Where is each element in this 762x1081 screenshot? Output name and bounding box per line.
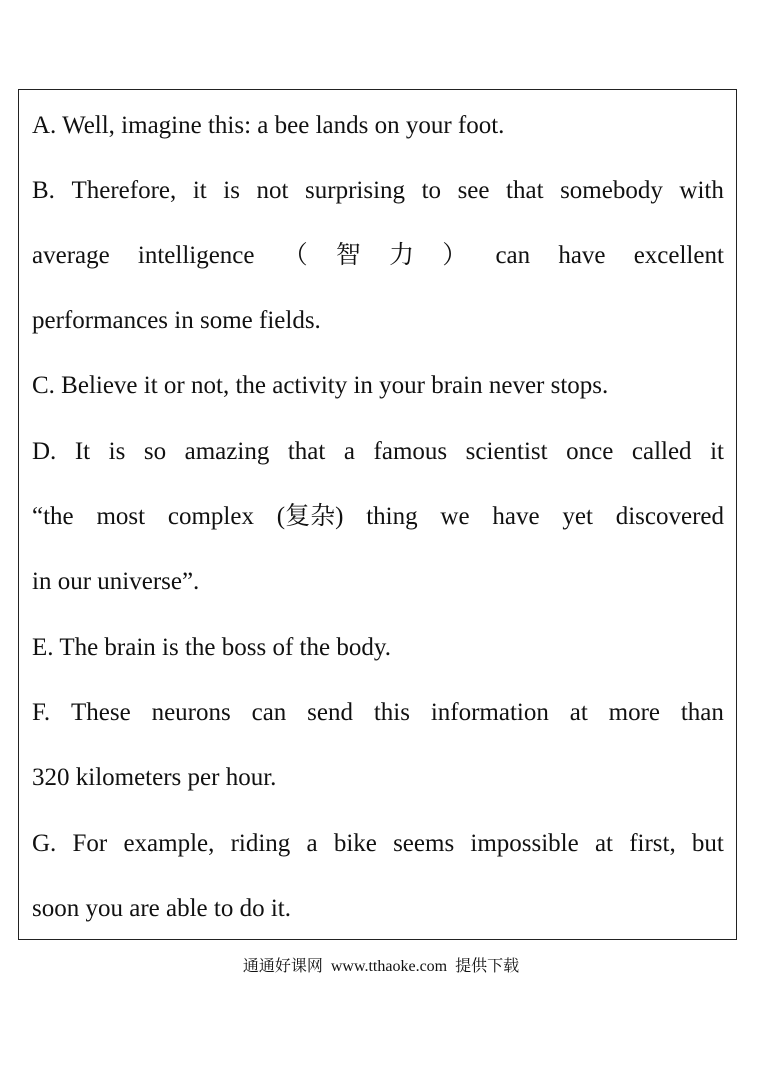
option-b-line-3: performances in some fields. <box>32 307 321 334</box>
word: F. <box>32 699 51 726</box>
option-b-word: ） <box>442 242 468 269</box>
option-d-line-2 <box>32 497 724 537</box>
option-a: A. Well, imagine this: a bee lands on your foot. <box>32 112 505 139</box>
option-d-line-3: in our universe”. <box>32 568 200 595</box>
word: is <box>223 177 240 204</box>
option-g-line-1 <box>32 824 724 864</box>
word: Therefore, <box>71 177 177 204</box>
option-b-word: 力 <box>389 242 415 269</box>
option-b-line-1 <box>32 171 724 211</box>
word: a <box>306 830 318 857</box>
word: so <box>143 438 167 465</box>
word: this <box>373 699 410 726</box>
word: most <box>96 503 146 530</box>
word: but <box>691 830 724 857</box>
option-b-word: 智 <box>335 242 361 269</box>
option-f-line-2: 320 kilometers per hour. <box>32 764 277 791</box>
word: at <box>594 830 613 857</box>
option-b-word: （ <box>282 242 308 269</box>
options-box <box>18 89 737 940</box>
word: riding <box>230 830 291 857</box>
word: amazing <box>184 438 270 465</box>
footer <box>0 955 762 979</box>
word: called <box>631 438 692 465</box>
word: yet <box>562 503 593 530</box>
word: once <box>566 438 614 465</box>
word: seems <box>393 830 455 857</box>
option-e: E. The brain is the boss of the body. <box>32 634 391 661</box>
word: discovered <box>615 503 724 530</box>
option-f-line-1 <box>32 693 724 733</box>
word: than <box>680 699 724 726</box>
option-d-line-1 <box>32 432 724 472</box>
word: first, <box>629 830 676 857</box>
word: more <box>608 699 660 726</box>
word: scientist <box>465 438 548 465</box>
footer-tagline: 提供下载 <box>455 958 520 975</box>
word: have <box>492 503 540 530</box>
word: somebody <box>560 177 663 204</box>
option-b-word: average <box>32 242 110 269</box>
word: that <box>287 438 326 465</box>
option-b-line-2 <box>32 236 724 276</box>
word: B. <box>32 177 55 204</box>
word: famous <box>373 438 448 465</box>
word: It <box>74 438 91 465</box>
word: a <box>343 438 355 465</box>
option-b-word: have <box>558 242 606 269</box>
word: bike <box>333 830 377 857</box>
word: “the <box>32 503 74 530</box>
word: see <box>457 177 490 204</box>
word: is <box>108 438 126 465</box>
word: complex <box>167 503 254 530</box>
word: to <box>421 177 442 204</box>
word: we <box>440 503 470 530</box>
word: can <box>251 699 287 726</box>
word: thing <box>366 503 418 530</box>
word: it <box>192 177 207 204</box>
option-b-word: intelligence <box>137 242 255 269</box>
word: G. <box>32 830 57 857</box>
option-c: C. Believe it or not, the activity in your brain never stops. <box>32 372 609 399</box>
footer-url[interactable]: www.tthaoke.com <box>330 958 448 975</box>
option-b-word: excellent <box>633 242 724 269</box>
word: (复杂) <box>276 503 344 530</box>
word: For <box>72 830 108 857</box>
word: send <box>307 699 353 726</box>
word: that <box>506 177 544 204</box>
word: at <box>569 699 588 726</box>
option-b-word: can <box>495 242 531 269</box>
word: it <box>710 438 724 465</box>
word: information <box>430 699 549 726</box>
word: not <box>256 177 289 204</box>
option-g-line-2: soon you are able to do it. <box>32 895 291 922</box>
word: example, <box>123 830 215 857</box>
word: neurons <box>151 699 231 726</box>
footer-site-name: 通通好课网 <box>242 958 323 975</box>
word: with <box>679 177 724 204</box>
word: surprising <box>305 177 406 204</box>
word: D. <box>32 438 57 465</box>
word: These <box>71 699 131 726</box>
word: impossible <box>470 830 579 857</box>
